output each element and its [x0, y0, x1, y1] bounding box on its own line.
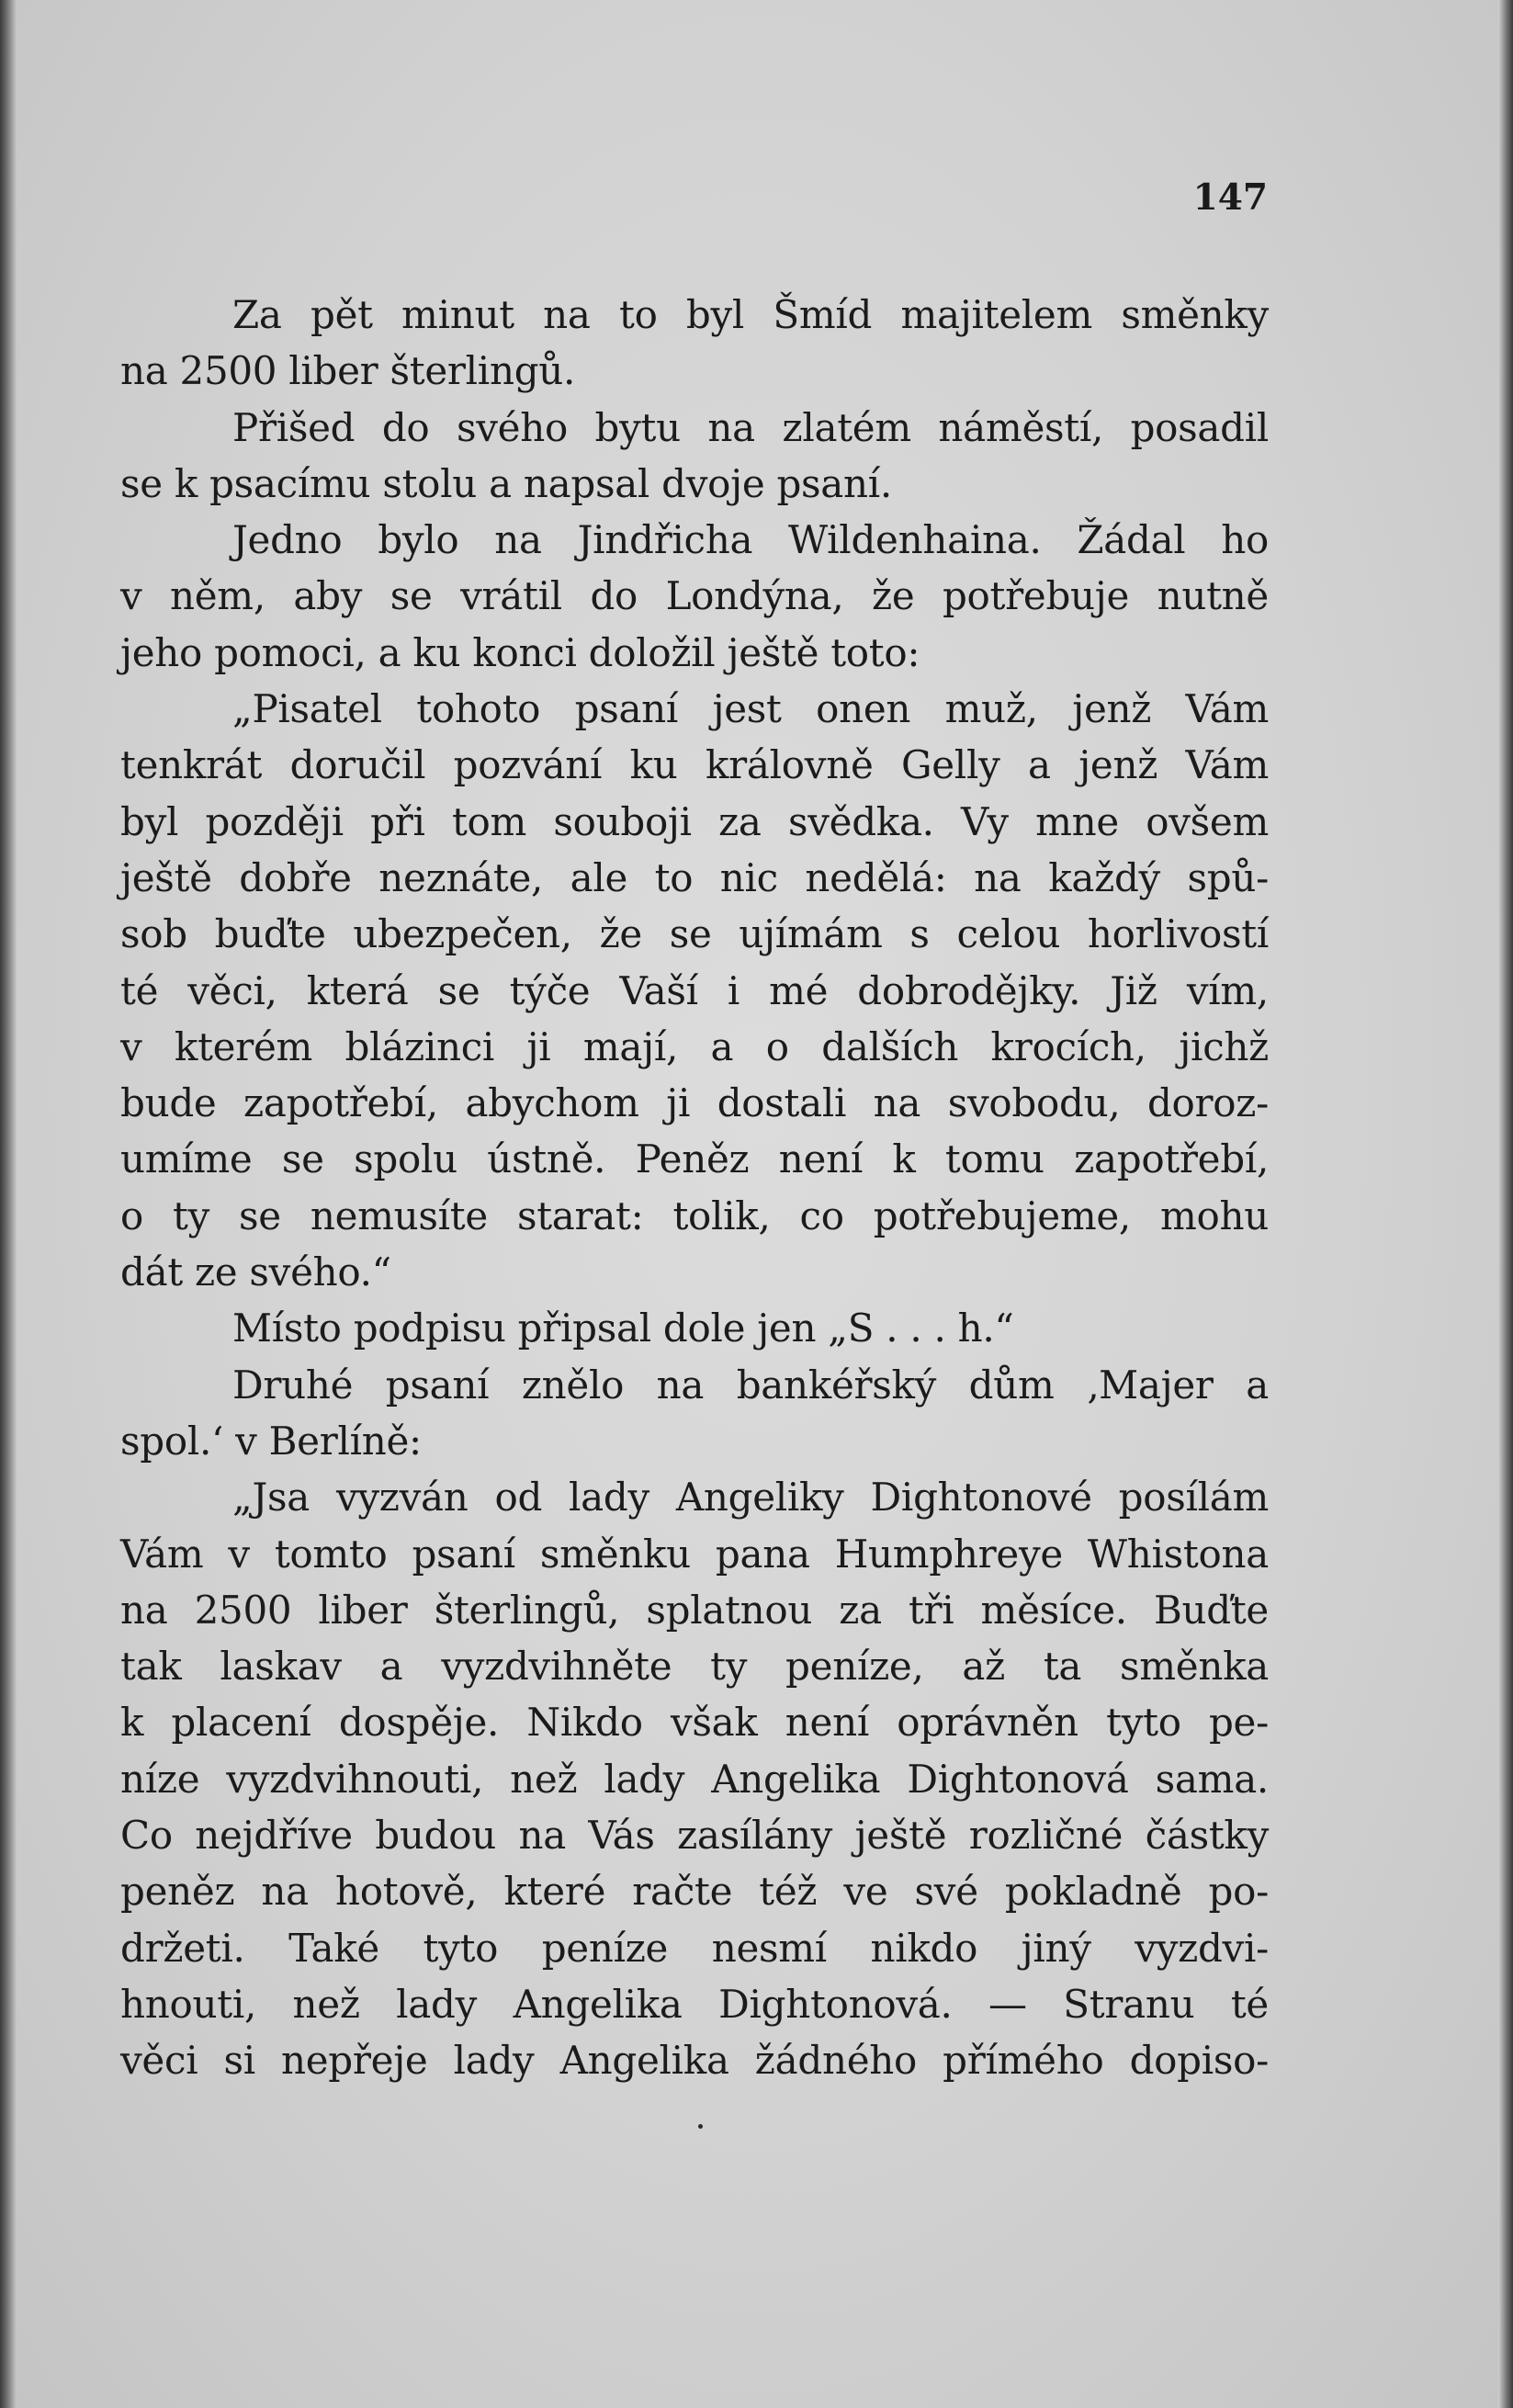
text-line: se k psacímu stolu a napsal dvoje psaní.: [120, 460, 892, 506]
text-line: na 2500 liber šterlingů, splatnou za tři měsíce. Buďte: [120, 1587, 1269, 1633]
text-line: spol.‘ v Berlíně:: [120, 1418, 422, 1464]
text-line: sob buďte ubezpečen, že se ujímám s celou horlivostí: [120, 911, 1269, 957]
text-line: Místo podpisu připsal dole jen „S . . . h.“: [232, 1306, 1014, 1351]
text-line: byl později při tom souboji za svědka. Vy mne ovšem: [120, 798, 1269, 844]
text-line: Za pět minut na to byl Šmíd majitelem směnky: [232, 292, 1269, 337]
text-line: „Pisatel tohoto psaní jest onen muž, jenž Vám: [232, 686, 1269, 732]
text-line: Přišed do svého bytu na zlatém náměstí, posadil: [232, 404, 1269, 450]
text-line: hnouti, než lady Angelika Dightonová. — Stranu té: [120, 1981, 1269, 2027]
page-number: 147: [1192, 176, 1268, 219]
page-left-edge-shadow: [0, 0, 17, 2408]
text-line: tenkrát doručil pozvání ku královně Gelly a jenž Vám: [120, 742, 1269, 788]
text-line: dát ze svého.“: [120, 1249, 391, 1295]
text-line: peněz na hotově, které račte též ve své pokladně po-: [120, 1869, 1269, 1915]
text-line: Jedno bylo na Jindřicha Wildenhaina. Žádal ho: [232, 517, 1269, 563]
text-line: o ty se nemusíte starat: tolik, co potřebujeme, mohu: [120, 1193, 1269, 1238]
text-line: jeho pomoci, a ku konci doložil ještě toto:: [120, 629, 920, 675]
text-line: Vám v tomto psaní směnku pana Humphreye Whistona: [120, 1531, 1269, 1577]
body-text: [120, 287, 1269, 2089]
text-line: tak laskav a vyzdvihněte ty peníze, až ta směnka: [120, 1644, 1269, 1690]
text-line: držeti. Také tyto peníze nesmí nikdo jiný vyzdvi-: [120, 1925, 1269, 1971]
text-line: v něm, aby se vrátil do Londýna, že potřebuje nutně: [120, 573, 1269, 619]
text-line: „Jsa vyzván od lady Angeliky Dightonové posílám: [232, 1475, 1269, 1521]
text-line: bude zapotřebí, abychom ji dostali na svobodu, doroz-: [120, 1080, 1269, 1126]
text-line: umíme se spolu ústně. Peněz není k tomu zapotřebí,: [120, 1136, 1269, 1182]
text-line: Co nejdříve budou na Vás zasílány ještě rozličné částky: [120, 1813, 1269, 1859]
text-line: níze vyzdvihnouti, než lady Angelika Dightonová sama.: [120, 1756, 1269, 1802]
text-line: té věci, která se týče Vaší i mé dobrodějky. Již vím,: [120, 967, 1269, 1013]
text-line: v kterém blázinci ji mají, a o dalších krocích, jichž: [120, 1023, 1269, 1069]
print-speck: [698, 2124, 703, 2129]
text-line: k placení dospěje. Nikdo však není oprávněn tyto pe-: [120, 1700, 1269, 1746]
page-right-edge-shadow: [1498, 0, 1513, 2408]
text-line: na 2500 liber šterlingů.: [120, 348, 576, 394]
text-line: Druhé psaní znělo na bankéřský dům ‚Majer a: [232, 1362, 1269, 1407]
text-line: věci si nepřeje lady Angelika žádného přímého dopiso-: [120, 2038, 1269, 2084]
text-line: ještě dobře neznáte, ale to nic nedělá: na každý spů-: [120, 854, 1269, 900]
